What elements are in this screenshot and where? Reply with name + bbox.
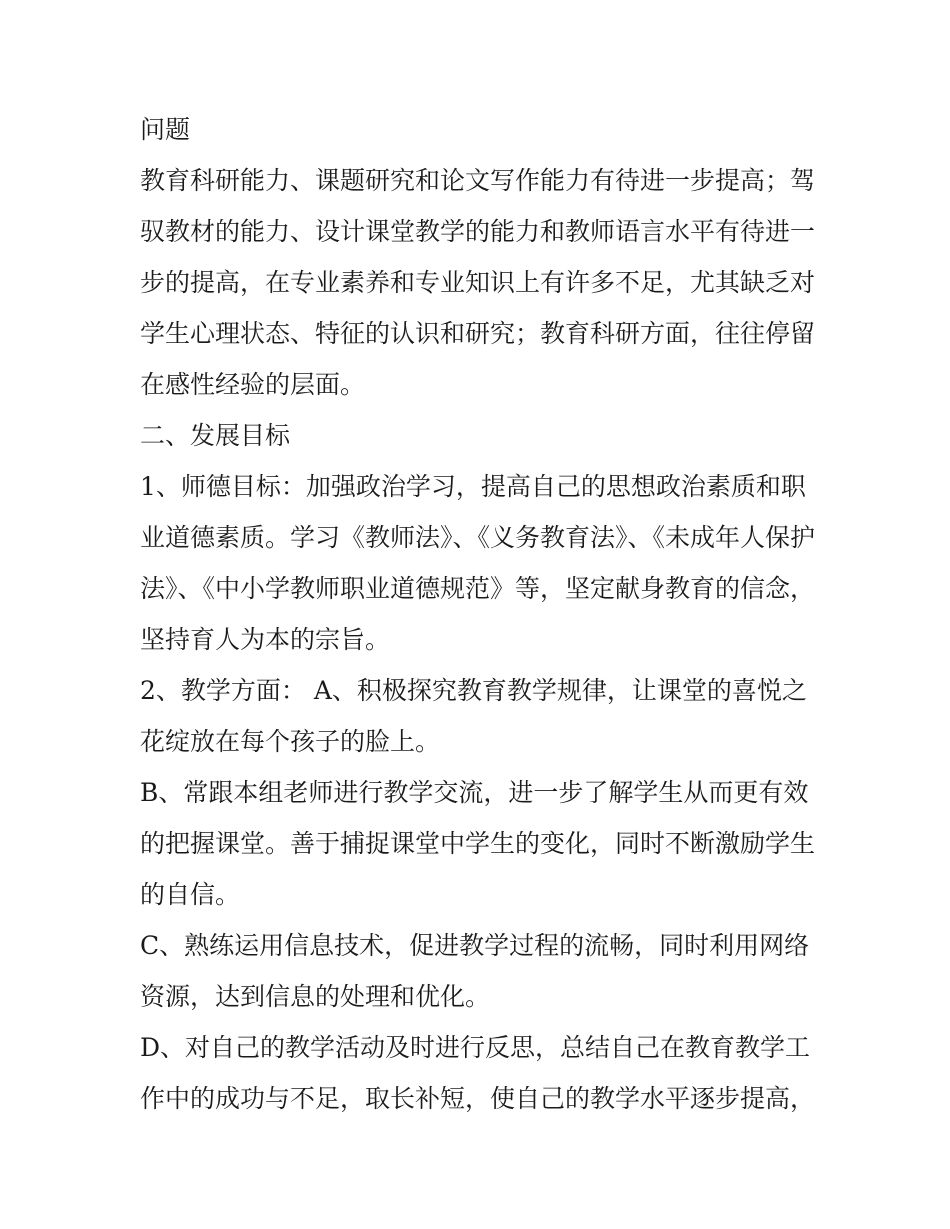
document-body xyxy=(140,104,820,1124)
paragraph-ethics-goal: 1、师德目标：加强政治学习，提高自己的思想政治素质和职业道德素质。学习《教师法》、《义务教育法》、《未成年人保护法》、《中小学教师职业道德规范》等，坚定献身教育的信念，坚持育人为本的宗旨。 xyxy=(140,472,816,654)
paragraph-teaching-d: D、对自己的教学活动及时进行反思，总结自己在教育教学工作中的成功与不足，取长补短，使自己的教学水平逐步提高， xyxy=(140,1033,816,1113)
paragraph-teaching-c: C、熟练运用信息技术，促进教学过程的流畅，同时利用网络资源，达到信息的处理和优化。 xyxy=(140,931,810,1011)
paragraph-problem-heading: 问题 xyxy=(140,115,191,144)
paragraph-teaching-a: 2、教学方面： A、积极探究教育教学规律，让课堂的喜悦之花绽放在每个孩子的脸上。 xyxy=(140,676,807,756)
paragraph-goals-heading: 二、发展目标 xyxy=(140,421,291,450)
paragraph-teaching-b: B、常跟本组老师进行教学交流，进一步了解学生从而更有效的把握课堂。善于捕捉课堂中学生的变化，同时不断激励学生的自信。 xyxy=(140,778,816,909)
paragraph-problem-description: 教育科研能力、课题研究和论文写作能力有待进一步提高；驾驭教材的能力、设计课堂教学的能力和教师语言水平有待进一步的提高，在专业素养和专业知识上有许多不足，尤其缺乏对学生心理状态、特征的认识和研究；教育科研方面，往往停留在感性经验的层面。 xyxy=(140,166,816,399)
